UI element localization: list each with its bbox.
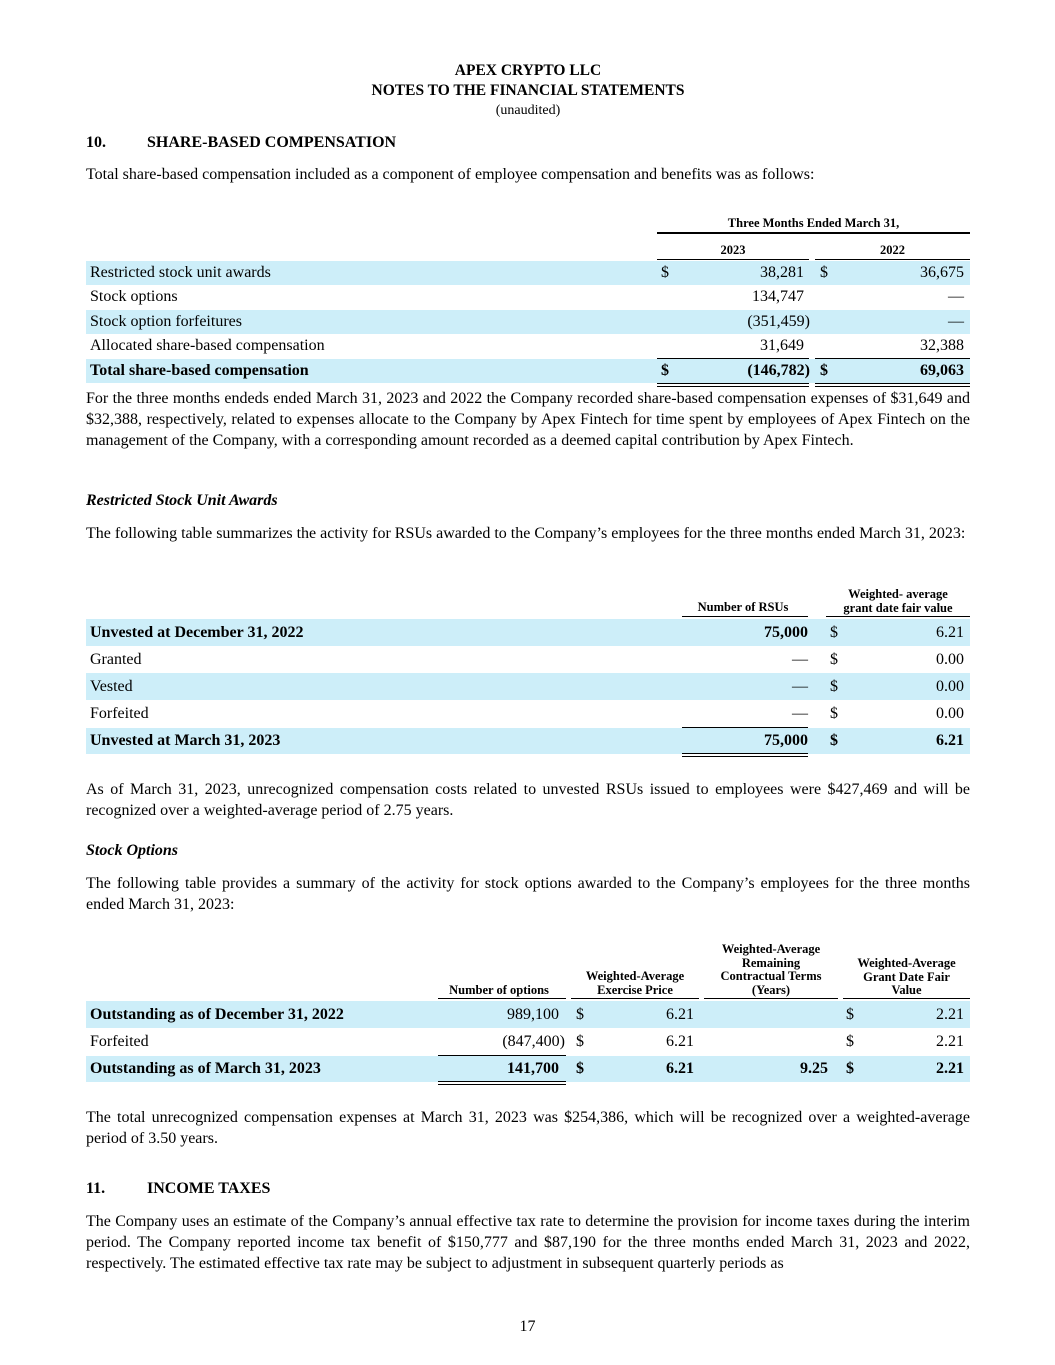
value-2022: —	[948, 288, 964, 305]
table-row	[86, 646, 970, 673]
period-header: Three Months Ended March 31,	[727, 216, 900, 230]
table-row	[86, 310, 970, 334]
value-2023: 38,281	[760, 264, 804, 281]
stock-options-intro: The following table provides a summary of the activity for stock options awarded to the Company’s employees for the three months ended March 31, 2023:	[86, 875, 970, 913]
total-double-rule	[657, 383, 809, 387]
row-label: Stock options	[90, 288, 178, 305]
column-2023-rule	[657, 259, 809, 260]
value-2022: 32,388	[920, 337, 964, 354]
currency-symbol: $	[846, 1032, 854, 1050]
unaudited-label: (unaudited)	[495, 103, 561, 118]
fair-value: 0.00	[936, 677, 964, 695]
value-2023: 134,747	[752, 288, 804, 305]
table-row	[86, 619, 970, 646]
grant-fair-value: 2.21	[936, 1032, 964, 1050]
currency-symbol: $	[576, 1060, 584, 1077]
fair-value: 6.21	[936, 623, 964, 641]
currency-symbol: $	[830, 623, 838, 641]
currency-symbol: $	[846, 1005, 854, 1023]
column-2023-header: 2023	[720, 243, 746, 257]
options-number: 141,700	[507, 1060, 559, 1077]
table-row	[86, 285, 970, 309]
row-label: Forfeited	[90, 1032, 149, 1050]
row-label: Vested	[90, 677, 133, 695]
rsu-number-header: Number of RSUs	[697, 600, 789, 614]
header-line: Remaining	[741, 955, 801, 970]
currency-symbol: $	[830, 704, 838, 722]
stock-options-heading: Stock Options	[86, 842, 179, 859]
currency-symbol: $	[576, 1005, 584, 1023]
header-line: Weighted-Average	[585, 969, 685, 983]
column-rule	[571, 998, 699, 999]
header-line: Weighted-Average	[857, 956, 956, 970]
period-header-rule	[657, 232, 970, 234]
total-double-rule	[815, 383, 970, 387]
table-row	[86, 1001, 970, 1028]
section-10-paragraph: For the three months endeds ended March 31, 2023 and 2022 the Company recorded share-based compensation expenses of $31,649 and $32,388, respectively, related to expenses allocate to the Company by Apex Fintech for time spent by employees of Apex Fintech on the management of the Company, with a corresponding amount recorded as a deemed capital contribution by Apex Fintech.	[86, 390, 970, 449]
rsu-number: 75,000	[764, 732, 808, 749]
header-line: grant date fair value	[843, 600, 953, 615]
exercise-price-header	[571, 970, 699, 997]
currency-symbol: $	[830, 650, 838, 668]
grant-fair-value-header	[843, 957, 970, 998]
row-label: Restricted stock unit awards	[90, 264, 271, 281]
section-11-heading	[86, 1180, 270, 1198]
currency-symbol: $	[576, 1032, 584, 1050]
rsu-heading: Restricted Stock Unit Awards	[86, 492, 278, 509]
column-rule	[826, 616, 970, 617]
fair-value: 0.00	[936, 650, 964, 668]
header-line: (Years)	[751, 982, 791, 997]
contractual-terms: 9.25	[800, 1060, 828, 1077]
table-row	[86, 673, 970, 700]
column-rule	[704, 998, 838, 999]
rsu-number: —	[792, 704, 808, 722]
rsu-paragraph: As of March 31, 2023, unrecognized compensation costs related to unvested RSUs issued to employees were $427,469 and will be recognized over a weighted-average period of 2.75 years.	[86, 781, 970, 819]
rsu-number: 75,000	[764, 623, 808, 641]
row-label: Unvested at December 31, 2022	[90, 623, 304, 641]
fair-value: 6.21	[936, 732, 964, 749]
header-line: Value	[891, 983, 922, 997]
table-row-total	[86, 728, 970, 754]
header-line: Weighted- average	[848, 587, 948, 601]
table-row	[86, 1028, 970, 1055]
value-2022: —	[948, 313, 964, 330]
company-name: APEX CRYPTO LLC	[454, 62, 602, 79]
section-11-paragraph: The Company uses an estimate of the Company’s annual effective tax rate to determine the provision for income taxes during the interim period. The Company reported income tax benefit of $150,777 and $87,190 for the three months ended March 31, 2023 and 2022, respectively. The estimated effective tax rate may be subject to adjustment in subsequent quarterly periods as	[86, 1213, 970, 1272]
options-number-header: Number of options	[449, 983, 549, 997]
total-double-rule	[438, 1081, 566, 1085]
row-label: Forfeited	[90, 704, 149, 722]
row-label: Total share-based compensation	[90, 362, 309, 379]
currency-symbol: $	[820, 264, 828, 281]
column-2022-header: 2022	[880, 243, 905, 257]
row-label: Outstanding as of March 31, 2023	[90, 1060, 321, 1077]
section-10-heading	[86, 134, 396, 152]
value-2022: 36,675	[920, 264, 964, 281]
exercise-price: 6.21	[666, 1032, 694, 1050]
options-number: 989,100	[507, 1005, 559, 1023]
table-row	[86, 261, 970, 285]
contractual-terms-header	[704, 943, 838, 997]
currency-symbol: $	[846, 1060, 854, 1077]
value-2023: 31,649	[760, 337, 804, 354]
table-row	[86, 700, 970, 727]
table-row-total	[86, 1056, 970, 1082]
header-line: Exercise Price	[597, 982, 673, 997]
document-title: NOTES TO THE FINANCIAL STATEMENTS	[371, 82, 685, 99]
column-rule	[843, 998, 970, 999]
table-row-total	[86, 359, 970, 383]
section-title: SHARE-BASED COMPENSATION	[147, 134, 397, 151]
section-number: 10.	[86, 134, 106, 151]
total-double-rule	[682, 753, 808, 757]
rsu-intro: The following table summarizes the activity for RSUs awarded to the Company’s employees for the three months ended March 31, 2023:	[86, 525, 966, 542]
row-label: Granted	[90, 650, 142, 668]
currency-symbol: $	[830, 677, 838, 695]
table-row	[86, 334, 970, 358]
value-2023: (351,459)	[747, 313, 810, 330]
header-line: Contractual Terms	[720, 969, 822, 983]
stock-options-paragraph: The total unrecognized compensation expenses at March 31, 2023 was $254,386, which will be recognized over a weighted-average period of 3.50 years.	[86, 1109, 970, 1147]
section-title: INCOME TAXES	[147, 1180, 271, 1197]
currency-symbol: $	[661, 362, 669, 379]
rsu-number: —	[792, 677, 808, 695]
header-line: Grant Date Fair	[863, 969, 950, 984]
column-2022-rule	[815, 259, 970, 260]
page-number: 17	[519, 1318, 536, 1335]
rsu-fair-value-header	[826, 588, 970, 615]
row-label: Stock option forfeitures	[90, 313, 242, 330]
currency-symbol: $	[820, 362, 828, 379]
row-label: Outstanding as of December 31, 2022	[90, 1005, 344, 1023]
row-label: Allocated share-based compensation	[90, 337, 325, 354]
options-number: (847,400)	[502, 1032, 565, 1050]
rsu-number: —	[792, 650, 808, 668]
grant-fair-value: 2.21	[936, 1060, 964, 1077]
value-2023: (146,782)	[747, 362, 810, 379]
column-rule	[682, 616, 808, 617]
header-line: Weighted-Average	[721, 942, 821, 956]
grant-fair-value: 2.21	[936, 1005, 964, 1023]
value-2022: 69,063	[920, 362, 964, 379]
currency-symbol: $	[661, 264, 669, 281]
section-number: 11.	[86, 1180, 106, 1197]
exercise-price: 6.21	[666, 1005, 694, 1023]
column-rule	[438, 998, 566, 999]
currency-symbol: $	[830, 732, 838, 749]
section-10-intro: Total share-based compensation included as a component of employee compensation and benefits was as follows:	[86, 166, 815, 183]
fair-value: 0.00	[936, 704, 964, 722]
row-label: Unvested at March 31, 2023	[90, 732, 281, 749]
exercise-price: 6.21	[666, 1060, 694, 1077]
